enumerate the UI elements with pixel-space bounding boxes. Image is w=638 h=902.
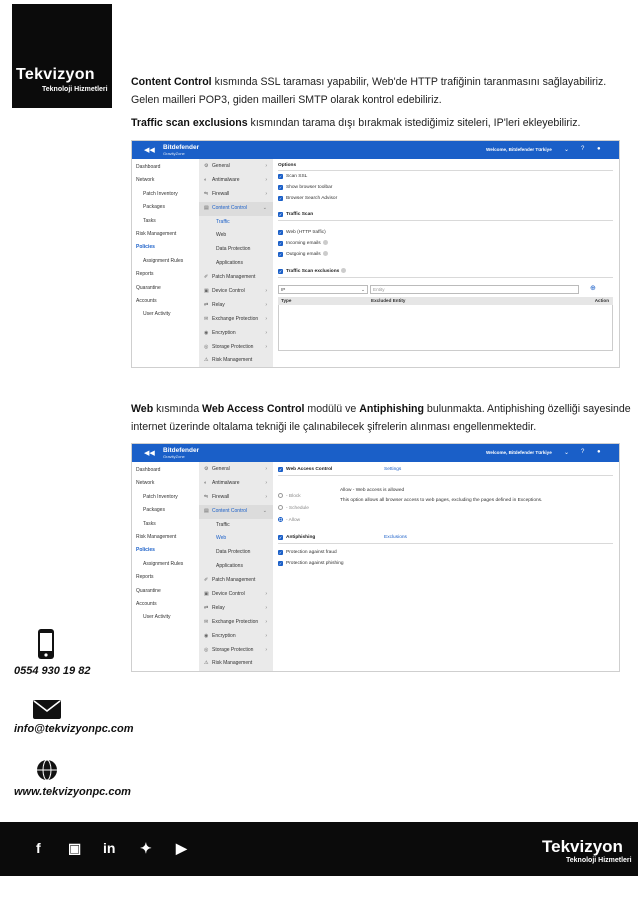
options-heading: Options [278,163,297,168]
firewall-icon: ⇋ [204,493,209,500]
allow-description: This option allows all browser access to web pages, excluding the pages defined in Exceptions. [340,498,543,503]
traffic-exclusions-checkbox[interactable]: ✓ Traffic Scan exclusions [278,268,346,274]
screenshot-content-control [131,140,620,368]
side-antimalware[interactable]: ◐ Antimalware › [199,174,273,188]
email-address[interactable]: info@tekvizyonpc.com [14,723,134,735]
brand-logo: Tekvizyon [16,66,95,83]
nav-tasks[interactable]: Tasks [143,520,156,527]
mail-icon [33,700,61,724]
youtube-icon[interactable]: ▶ [176,840,187,856]
side-device-control[interactable]: ▣ Device Control › [199,285,273,299]
side-risk-management[interactable]: ⚠ Risk Management [199,657,273,671]
paragraph-traffic-exclusions: Traffic scan exclusions kısmından tarama dışı bırakmak istediğimiz siteleri, IP'leri ekleyebiliriz. [131,117,581,129]
side-data-protection[interactable]: Data Protection [216,246,251,253]
side-applications[interactable]: Applications [216,260,243,267]
side-patch-management[interactable]: ✐ Patch Management [199,574,273,588]
risk-icon: ⚠ [204,357,209,364]
nav-reports[interactable]: Reports [136,574,154,581]
fraud-protection-checkbox[interactable]: ✓ Protection against fraud [278,550,337,555]
gear-icon: ⚙ [204,466,209,472]
side-data-protection[interactable]: Data Protection [216,549,251,556]
side-device-control[interactable]: ▣ Device Control › [199,588,273,602]
side-storage-protection[interactable]: ◎ Storage Protection › [199,341,273,355]
side-general[interactable]: ⚙ General › [199,463,273,477]
nav-quarantine[interactable]: Quarantine [136,587,161,594]
side-general[interactable]: ⚙ General › [199,160,273,174]
lock-icon: ◉ [204,632,209,639]
side-risk-management[interactable]: ⚠ Risk Management [199,354,273,368]
side-web[interactable]: Web [216,232,227,239]
nav-patch-inventory[interactable]: Patch Inventory [143,493,178,500]
bell-icon[interactable]: ● [597,146,601,152]
welcome-text[interactable]: Welcome, Bitdefender Türkiye [486,147,552,152]
nav-user-activity[interactable]: User Activity [143,311,171,318]
side-encryption[interactable]: ◉ Encryption › [199,630,273,644]
side-traffic[interactable]: Traffic [216,218,230,225]
welcome-text[interactable]: Welcome, Bitdefender Türkiye [486,450,552,455]
nav-risk-management[interactable]: Risk Management [136,230,177,237]
patch-icon: ✐ [204,274,209,281]
nav-packages[interactable]: Packages [143,507,165,514]
divider [278,475,613,476]
nav-assignment-rules[interactable]: Assignment Rules [143,257,184,264]
relay-icon: ⇄ [204,604,209,611]
outgoing-emails-checkbox[interactable]: ✓ Outgoing emails [278,251,328,257]
globe-icon [34,758,60,787]
phone-icon [37,628,55,665]
side-exchange-protection[interactable]: ✉ Exchange Protection › [199,616,273,630]
app-title: Bitdefender [163,447,200,454]
exclusions-link[interactable]: Exclusions [384,535,407,540]
side-relay[interactable]: ⇄ Relay › [199,299,273,313]
gear-icon: ⚙ [204,163,209,169]
phone-number[interactable]: 0554 930 19 82 [14,665,91,677]
policy-sidebar [199,159,273,367]
antiphishing-checkbox[interactable]: ✓ Antiphishing [278,535,316,540]
brand-tagline: Teknoloji Hizmetleri [42,86,108,93]
search-advisor-checkbox[interactable]: ✓ Browser Search Advisor [278,196,338,201]
nav-accounts[interactable]: Accounts [136,600,157,607]
web-http-checkbox[interactable]: ✓ Web (HTTP traffic) [278,230,326,235]
info-icon [341,268,346,273]
web-access-control-checkbox[interactable]: ✓ Web Access Control [278,467,333,472]
side-patch-management[interactable]: ✐ Patch Management [199,271,273,285]
app-topbar [132,141,619,159]
facebook-icon[interactable]: f [36,840,41,856]
brand-logo-box [12,4,112,108]
side-antimalware[interactable]: ◐ Antimalware › [199,477,273,491]
app-topbar [132,444,619,462]
side-web[interactable]: Web [216,535,227,542]
nav-assignment-rules[interactable]: Assignment Rules [143,560,184,567]
side-exchange-protection[interactable]: ✉ Exchange Protection › [199,313,273,327]
chevron-down-icon[interactable]: ⌄ [564,147,570,153]
main-nav [136,161,202,322]
app-subtitle: GravityZone [163,151,185,156]
phishing-protection-checkbox[interactable]: ✓ Protection against phishing [278,561,344,566]
divider [278,543,613,544]
risk-icon: ⚠ [204,660,209,667]
side-traffic[interactable]: Traffic [216,521,230,528]
nav-patch-inventory[interactable]: Patch Inventory [143,190,178,197]
info-icon [323,251,328,256]
collapse-icon[interactable]: ◀◀ [144,450,155,457]
storage-icon: ◎ [204,646,209,653]
exchange-icon: ✉ [204,618,209,625]
side-storage-protection[interactable]: ◎ Storage Protection › [199,644,273,658]
app-subtitle: GravityZone [163,454,185,459]
firewall-icon: ⇋ [204,190,209,197]
linkedin-icon[interactable]: in [103,840,116,856]
policy-sidebar [199,462,273,671]
divider [278,170,613,171]
side-content-control[interactable]: ▤ Content Control ⌄ [199,202,273,216]
nav-policies[interactable]: Policies [136,547,155,554]
app-title: Bitdefender [163,144,200,151]
content-control-panel [278,161,613,367]
allow-radio[interactable]: - Allow [278,517,300,523]
paragraph-content-control: Content Control kısmında SSL taraması yapabilir, Web'de HTTP trafiğinin taranmasını sağlayabiliriz. Gelen mailleri POP3, giden mailleri SMTP olarak kontrol edebiliriz. [131,76,607,106]
patch-icon: ✐ [204,577,209,584]
instagram-icon[interactable]: ▣ [68,840,82,856]
side-content-control[interactable]: ▤ Content Control ⌄ [199,505,273,519]
nav-policies[interactable]: Policies [136,244,155,251]
exclusions-table-body [278,305,613,351]
settings-link[interactable]: Settings [384,467,402,472]
scan-ssl-checkbox[interactable]: ✓ Scan SSL [278,174,308,179]
nav-tasks[interactable]: Tasks [143,217,156,224]
type-select[interactable]: IP ⌄ [278,285,368,294]
shield-icon: ◐ [204,176,208,183]
help-icon[interactable]: ? [581,449,585,455]
footer-bar [0,822,638,876]
side-encryption[interactable]: ◉ Encryption › [199,327,273,341]
lock-icon: ◉ [204,329,209,336]
divider [278,220,613,221]
nav-user-activity[interactable]: User Activity [143,614,171,621]
bell-icon[interactable]: ● [597,449,601,455]
exchange-icon: ✉ [204,315,209,322]
nav-risk-management[interactable]: Risk Management [136,533,177,540]
nav-network[interactable]: Network [136,480,155,487]
block-radio[interactable]: - Block [278,493,301,499]
side-relay[interactable]: ⇄ Relay › [199,602,273,616]
content-icon: ▤ [204,204,209,211]
footer-logo: Tekvizyon [542,837,623,856]
footer-tagline: Teknoloji Hizmetleri [566,857,632,864]
nav-quarantine[interactable]: Quarantine [136,284,161,291]
side-firewall[interactable]: ⇋ Firewall › [199,491,273,505]
web-panel [278,464,613,671]
twitter-icon[interactable]: ✦ [140,840,152,856]
show-toolbar-checkbox[interactable]: ✓ Show browser toolbar [278,185,333,190]
nav-accounts[interactable]: Accounts [136,297,157,304]
shield-icon: ◐ [204,479,208,486]
chevron-down-icon[interactable]: ⌄ [564,450,570,456]
nav-network[interactable]: Network [136,177,155,184]
entity-input[interactable]: Entity [370,285,579,294]
allow-title: Allow - Web access is allowed [340,488,405,493]
traffic-scan-checkbox[interactable]: ✓ Traffic Scan [278,212,314,217]
device-icon: ▣ [204,591,209,598]
paragraph-web: Web kısmında Web Access Control modülü ve Antiphishing bulunmakta. Antiphishing özelliği sayesinde internet üzerinde oltalama tekniği ile çalınabilecek şifrelerin alınması engellenmektedir. [131,403,631,433]
screenshot-web-access [131,443,620,672]
nav-packages[interactable]: Packages [143,204,165,211]
info-icon [323,240,328,245]
add-icon[interactable]: ⊕ [590,285,596,292]
main-nav [136,464,202,625]
side-firewall[interactable]: ⇋ Firewall › [199,188,273,202]
nav-reports[interactable]: Reports [136,271,154,278]
schedule-radio[interactable]: - Schedule [278,505,309,511]
nav-dashboard[interactable]: Dashboard [136,164,161,170]
help-icon[interactable]: ? [581,146,585,152]
storage-icon: ◎ [204,343,209,350]
device-icon: ▣ [204,288,209,295]
side-applications[interactable]: Applications [216,563,243,570]
collapse-icon[interactable]: ◀◀ [144,147,155,154]
incoming-emails-checkbox[interactable]: ✓ Incoming emails [278,240,328,246]
relay-icon: ⇄ [204,301,209,308]
divider [278,277,613,278]
nav-dashboard[interactable]: Dashboard [136,467,161,473]
exclusions-table-header: Type Excluded Entity Action [278,297,613,305]
content-icon: ▤ [204,507,209,514]
website-url[interactable]: www.tekvizyonpc.com [14,786,131,798]
